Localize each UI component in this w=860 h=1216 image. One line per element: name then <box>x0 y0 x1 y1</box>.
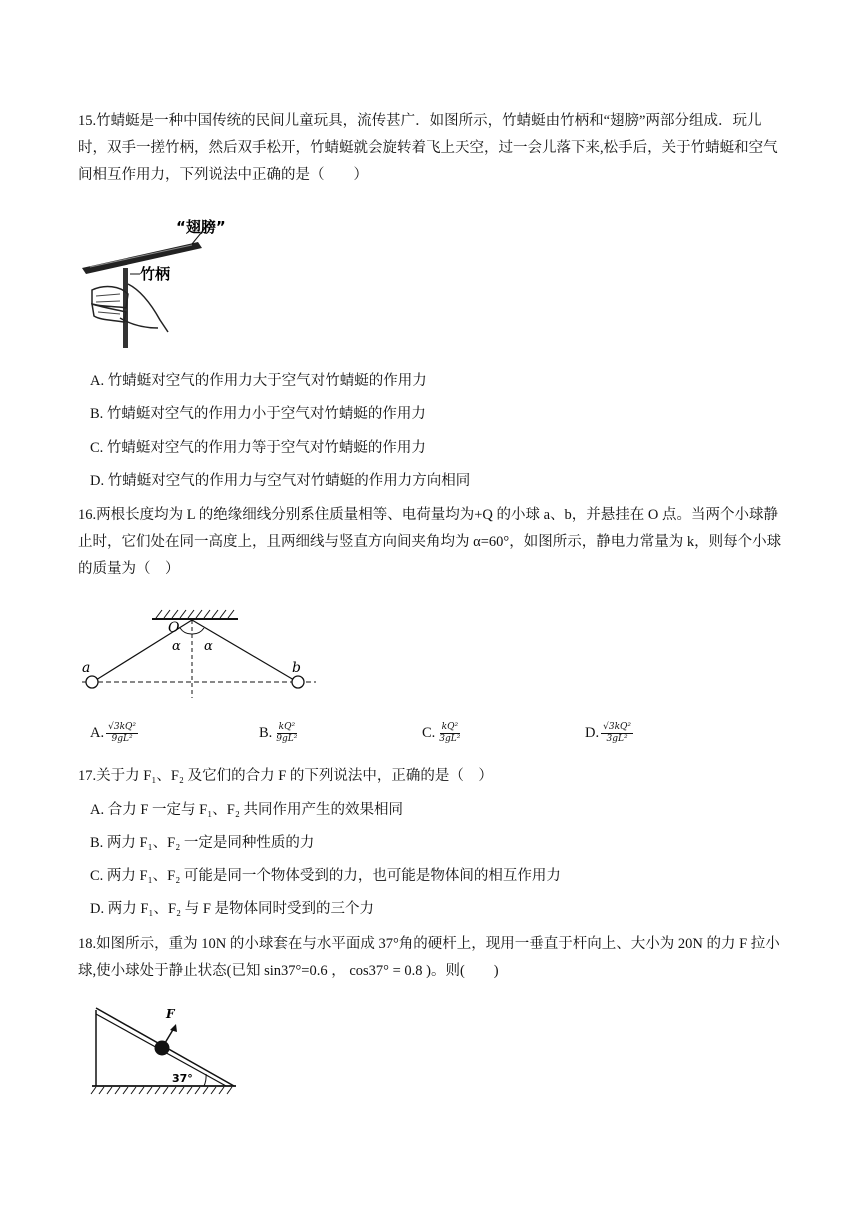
inclined-rod-figure <box>88 1004 248 1096</box>
fraction-denominator: 9gL² <box>111 734 133 744</box>
ball-b-label: b <box>292 660 301 676</box>
option-letter: C. <box>422 725 436 741</box>
question-16-stem: 16.两根长度均为 L 的绝缘细线分别系住质量相等、电荷量均为+Q 的小球 a、b，并悬挂在 O 点。当两个小球静止时，它们处在同一高度上，且两细线与竖直方向间夹角均为 α=60°，如图所示，静电力常量为 k，则每个小球的质量为（ ） <box>78 507 782 577</box>
option-letter: B. <box>259 725 273 741</box>
point-o-label: O <box>168 620 180 636</box>
question-17-option-b[interactable]: B. 两力 F₁、F₂ 一定是同种性质的力 <box>90 835 315 851</box>
question-15-option-b[interactable]: B. 竹蜻蜓对空气的作用力小于空气对竹蜻蜓的作用力 <box>90 406 426 422</box>
alpha-left-label: α <box>172 639 181 654</box>
ball-a-label: a <box>82 660 91 676</box>
question-16-option-b[interactable] <box>259 722 299 745</box>
angle-37-label: 37° <box>172 1072 193 1085</box>
option-fraction <box>437 722 462 745</box>
fraction-denominator: 3gL² <box>439 734 461 744</box>
option-fraction <box>274 722 299 745</box>
question-16-option-c[interactable] <box>422 722 462 745</box>
fraction-denominator: 9gL² <box>276 734 298 744</box>
fraction-denominator: 3gL² <box>606 734 628 744</box>
question-17-stem: 17.关于力 F₁、F₂ 及它们的合力 F 的下列说法中，正确的是（ ） <box>78 768 493 784</box>
wing-label: “翅膀” <box>176 218 226 236</box>
question-17-option-a[interactable]: A. 合力 F 一定与 F₁、F₂ 共同作用产生的效果相同 <box>90 802 404 818</box>
handle-label: 竹柄 <box>140 265 171 283</box>
option-fraction <box>106 722 138 745</box>
force-f-label: F <box>166 1007 175 1021</box>
question-18-stem: 18.如图所示，重为 10N 的小球套在与水平面成 37°角的硬杆上，现用一垂直于杆向上、大小为 20N 的力 F 拉小球,使小球处于静止状态(已知 sin37°=0.6 ， cos37° = 0.8 )。则( ) <box>78 936 780 979</box>
question-15-stem: 15.竹蜻蜓是一种中国传统的民间儿童玩具，流传甚广．如图所示，竹蜻蜓由竹柄和“翅膀”两部分组成．玩儿时，双手一搓竹柄，然后双手松开，竹蜻蜓就会旋转着飞上天空，过一会儿落下来,松手后，关于竹蜻蜓和空气间相互作用力，下列说法中正确的是（ ） <box>78 113 778 183</box>
question-15-option-c[interactable]: C. 竹蜻蜓对空气的作用力等于空气对竹蜻蜓的作用力 <box>90 440 426 456</box>
option-letter: A. <box>90 725 105 741</box>
question-17-option-c[interactable]: C. 两力 F₁、F₂ 可能是同一个物体受到的力，也可能是物体间的相互作用力 <box>90 868 561 884</box>
hanging-charges-figure <box>80 602 320 702</box>
option-letter: D. <box>585 725 600 741</box>
question-15-option-d[interactable]: D. 竹蜻蜓对空气的作用力与空气对竹蜻蜓的作用力方向相同 <box>90 473 471 489</box>
bamboo-dragonfly-figure <box>80 212 230 352</box>
question-17-option-d[interactable]: D. 两力 F₁、F₂ 与 F 是物体同时受到的三个力 <box>90 901 375 917</box>
fraction-numerator: √3kQ² <box>603 722 632 732</box>
alpha-right-label: α <box>204 639 213 654</box>
question-16-option-a[interactable] <box>90 722 138 745</box>
fraction-numerator: √3kQ² <box>108 722 137 732</box>
option-fraction <box>601 722 633 745</box>
fraction-numerator: kQ² <box>441 722 459 732</box>
question-15-option-a[interactable]: A. 竹蜻蜓对空气的作用力大于空气对竹蜻蜓的作用力 <box>90 373 427 389</box>
question-16-option-d[interactable] <box>585 722 633 745</box>
fraction-numerator: kQ² <box>278 722 296 732</box>
